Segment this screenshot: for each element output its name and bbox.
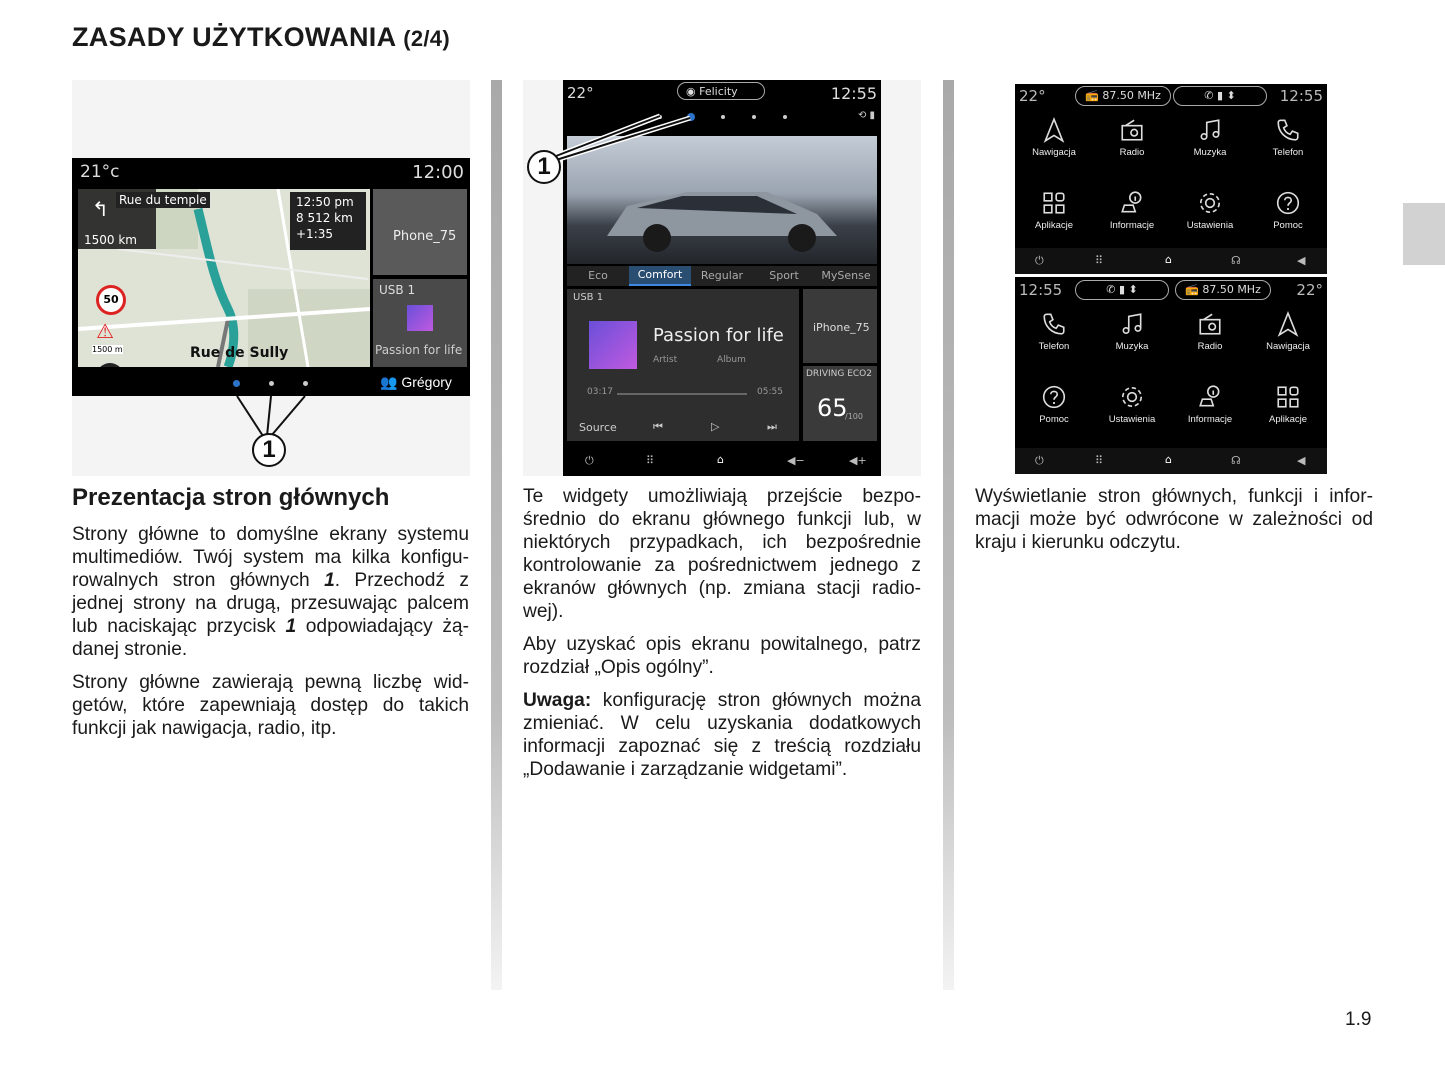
radio-pill[interactable]: 📻 87.50 MHz: [1175, 280, 1271, 300]
info-icon: [1197, 384, 1223, 410]
app-tile-radio[interactable]: [1171, 303, 1249, 367]
column-divider: [943, 80, 954, 990]
app-tile-label: Informacje: [1109, 220, 1155, 231]
page-dot-active[interactable]: [233, 380, 240, 387]
page-number: 1.9: [1345, 1009, 1372, 1030]
app-tile-label: Radio: [1197, 341, 1223, 352]
page-dot[interactable]: [269, 381, 274, 386]
app-tile-ustawienia[interactable]: [1093, 376, 1171, 440]
phone-icon: [1041, 311, 1067, 337]
driving-eco-widget[interactable]: [803, 366, 877, 441]
clock: 12:55: [830, 84, 877, 103]
app-tile-label: Muzyka: [1193, 147, 1227, 158]
home-screen-ltr: [1015, 84, 1327, 274]
app-tile-muzyka[interactable]: [1171, 109, 1249, 173]
artist-name: Artist: [653, 355, 678, 365]
clock: 12:00: [412, 162, 464, 183]
total-time: 05:55: [757, 387, 783, 397]
app-tile-label: Telefon: [1272, 147, 1304, 158]
speed-limit-sign: 50: [96, 285, 126, 315]
volume-icon[interactable]: ◀: [1297, 454, 1306, 467]
page-dot[interactable]: [783, 115, 787, 119]
mode-sport[interactable]: Sport: [769, 269, 799, 282]
phone-widget[interactable]: [803, 289, 877, 363]
media-widget[interactable]: [567, 289, 799, 441]
volume-up-icon[interactable]: ◀+: [849, 454, 867, 467]
app-tile-label: Muzyka: [1115, 341, 1149, 352]
phone-name: Phone_75: [393, 229, 457, 244]
apps-grid-icon[interactable]: ⠿: [646, 454, 655, 467]
app-tile-radio[interactable]: [1093, 109, 1171, 173]
help-icon: [1275, 190, 1301, 216]
mode-regular[interactable]: Regular: [700, 269, 744, 282]
column-3-text: [975, 485, 1373, 564]
page-dot[interactable]: [303, 381, 308, 386]
apps-icon: [1275, 384, 1301, 410]
turn-left-icon: ↰: [92, 197, 109, 221]
paragraph: Strony główne zawierają pewną liczbę wid-getów, które zapewniają dostęp do takich funkcji jak nawigacja, radio, itp.: [72, 672, 469, 739]
music-icon: [1197, 117, 1223, 143]
power-icon[interactable]: ⏻: [585, 454, 594, 467]
play-icon[interactable]: ▷: [711, 420, 720, 433]
app-tile-informacje[interactable]: [1093, 182, 1171, 246]
app-tile-label: Ustawienia: [1108, 414, 1156, 425]
settings-icon: [1119, 384, 1145, 410]
app-tile-label: Informacje: [1187, 414, 1233, 425]
temperature: 21°c: [80, 162, 120, 182]
progress-bar[interactable]: [617, 393, 747, 395]
app-tile-muzyka[interactable]: [1093, 303, 1171, 367]
app-tile-pomoc[interactable]: [1015, 376, 1093, 440]
temperature: 22°: [1296, 281, 1323, 299]
app-tile-label: Telefon: [1038, 341, 1070, 352]
current-street: Rue de Sully: [190, 345, 289, 361]
radio-icon: [1197, 311, 1223, 337]
callout-leader-lines: [540, 108, 700, 168]
arrival-time: 12:50 pm: [296, 195, 354, 209]
home-icon[interactable]: ⌂: [1165, 253, 1172, 266]
app-tile-nawigacja[interactable]: [1249, 303, 1327, 367]
info-icon: [1119, 190, 1145, 216]
column-1-text: [72, 523, 469, 750]
album-name: Album: [717, 355, 746, 365]
callout-1: 1: [527, 150, 561, 184]
app-tile-aplikacje[interactable]: [1015, 182, 1093, 246]
page-title: ZASADY UŻYTKOWANIA (2/4): [72, 22, 450, 52]
app-tile-label: Aplikacje: [1268, 414, 1308, 425]
eco-label: DRIVING ECO2: [806, 369, 872, 379]
phone-widget[interactable]: [373, 189, 467, 275]
previous-icon[interactable]: ⏮: [653, 420, 663, 433]
bottom-bar: [1015, 448, 1327, 474]
phone-status-pill[interactable]: ✆ ▮ ⬍: [1075, 280, 1169, 300]
home-screen-rtl: [1015, 277, 1327, 474]
section-heading: Prezentacja stron głównych: [72, 484, 390, 511]
chapter-tab: [1403, 203, 1445, 265]
mode-eco[interactable]: Eco: [588, 269, 608, 282]
paragraph: Strony główne to domyślne ekrany systemu multimediów. Twój system ma kilka konfigu-rowalnych stron głównych 1. Przechodź z jednej strony na drugą, przesuwając palcem lub naciskając przycisk 1 odpowiadający żą-danej stronie.: [72, 524, 469, 660]
navigation-icon: [1041, 117, 1067, 143]
voice-icon[interactable]: ☊: [1231, 254, 1241, 267]
warning-distance: 1500 m: [92, 345, 123, 354]
warning-icon: ⚠: [96, 319, 114, 343]
app-tile-nawigacja[interactable]: [1015, 109, 1093, 173]
album-art-icon: [407, 305, 433, 331]
app-tile-label: Nawigacja: [1266, 341, 1310, 352]
page-dot[interactable]: [752, 115, 756, 119]
navigation-icon: [1275, 311, 1301, 337]
album-art-icon: [589, 321, 637, 369]
app-tile-telefon[interactable]: [1249, 109, 1327, 173]
settings-icon: [1197, 190, 1223, 216]
temperature: 22°: [1019, 87, 1046, 105]
elapsed-time: 03:17: [587, 387, 613, 397]
power-icon[interactable]: ⏻: [1035, 254, 1044, 267]
paragraph: Te widgety umożliwiają przejście bezpo-średnio do ekranu głównego funkcji lub, w niektórych przypadkach, ich bezpośrednie kontrolowanie za pośrednictwem jednego z ekranów głównych (np. zmiana stacji radio-wej).: [523, 486, 921, 622]
media-widget[interactable]: [373, 279, 467, 367]
app-tile-pomoc[interactable]: [1249, 182, 1327, 246]
status-icons: ⟲ ▮: [857, 110, 875, 121]
remaining-time: +1:35: [296, 227, 334, 241]
music-icon: [1119, 311, 1145, 337]
home-icon[interactable]: ⌂: [1165, 453, 1172, 466]
turn-distance: 1500 km: [84, 233, 137, 247]
note: Uwaga: konfigurację stron głównych można zmieniać. W celu uzyskania dodatkowych informacji zapoznać się z treścią rozdziału „Dodawanie i zarządzanie widgetami”.: [523, 690, 921, 780]
apps-grid-icon[interactable]: ⠿: [1095, 454, 1104, 467]
temperature: 22°: [567, 84, 594, 102]
clock: 12:55: [1019, 281, 1063, 299]
radio-icon: [1119, 117, 1145, 143]
apps-icon: [1041, 190, 1067, 216]
app-tile-label: Nawigacja: [1032, 147, 1076, 158]
track-title: Passion for life: [375, 343, 463, 357]
eco-score: 65: [817, 394, 848, 422]
app-tile-label: Radio: [1119, 147, 1145, 158]
source-button[interactable]: Source: [579, 421, 617, 434]
next-icon[interactable]: ⏭: [767, 420, 777, 433]
map-widget[interactable]: [78, 189, 370, 367]
clock: 12:55: [1279, 87, 1323, 105]
app-tile-label: Pomoc: [1039, 414, 1069, 425]
column-2-text: [523, 485, 921, 791]
app-tile-label: Ustawienia: [1186, 220, 1234, 231]
usb-source: USB 1: [573, 292, 604, 303]
home-icon[interactable]: ⌂: [717, 453, 724, 466]
paragraph: Wyświetlanie stron głównych, funkcji i infor-macji może być odwrócone w zależności od kraju i kierunku odczytu.: [975, 486, 1373, 553]
eco-max: /100: [845, 412, 863, 421]
phone-name: iPhone_75: [813, 321, 870, 334]
remaining-distance: 8 512 km: [296, 211, 353, 225]
volume-icon[interactable]: ◀: [1297, 254, 1306, 267]
volume-down-icon[interactable]: ◀−: [787, 454, 805, 467]
voice-icon[interactable]: ☊: [1231, 454, 1241, 467]
mode-mysense[interactable]: MySense: [821, 269, 871, 282]
mode-comfort[interactable]: Comfort: [629, 266, 691, 286]
paragraph: Aby uzyskać opis ekranu powitalnego, patrz rozdział „Opis ogólny”.: [523, 634, 921, 678]
app-tile-aplikacje[interactable]: [1249, 376, 1327, 440]
next-street: Rue du temple: [116, 192, 210, 208]
power-icon[interactable]: ⏻: [1035, 454, 1044, 467]
trip-info-panel: [290, 192, 366, 250]
bottom-bar: [1015, 248, 1327, 274]
phone-status-pill[interactable]: ✆ ▮ ⬍: [1173, 86, 1267, 106]
help-icon: [1041, 384, 1067, 410]
profile-pill[interactable]: ◉ Felicity: [677, 82, 765, 100]
app-tile-informacje[interactable]: [1171, 376, 1249, 440]
drive-mode-bar: [567, 266, 877, 286]
track-title: Passion for life: [653, 325, 784, 346]
app-tile-label: Pomoc: [1273, 220, 1303, 231]
column-divider: [491, 80, 502, 990]
usb-source: USB 1: [379, 283, 416, 297]
profile-name[interactable]: 👥 Grégory: [380, 374, 452, 390]
apps-grid-icon[interactable]: ⠿: [1095, 254, 1104, 267]
callout-1: 1: [252, 433, 286, 467]
radio-pill[interactable]: 📻 87.50 MHz: [1075, 86, 1171, 106]
app-tile-label: Aplikacje: [1034, 220, 1074, 231]
phone-icon: [1275, 117, 1301, 143]
app-tile-telefon[interactable]: [1015, 303, 1093, 367]
home-screen-1: [72, 158, 470, 396]
app-tile-ustawienia[interactable]: [1171, 182, 1249, 246]
page-dot[interactable]: [721, 115, 725, 119]
